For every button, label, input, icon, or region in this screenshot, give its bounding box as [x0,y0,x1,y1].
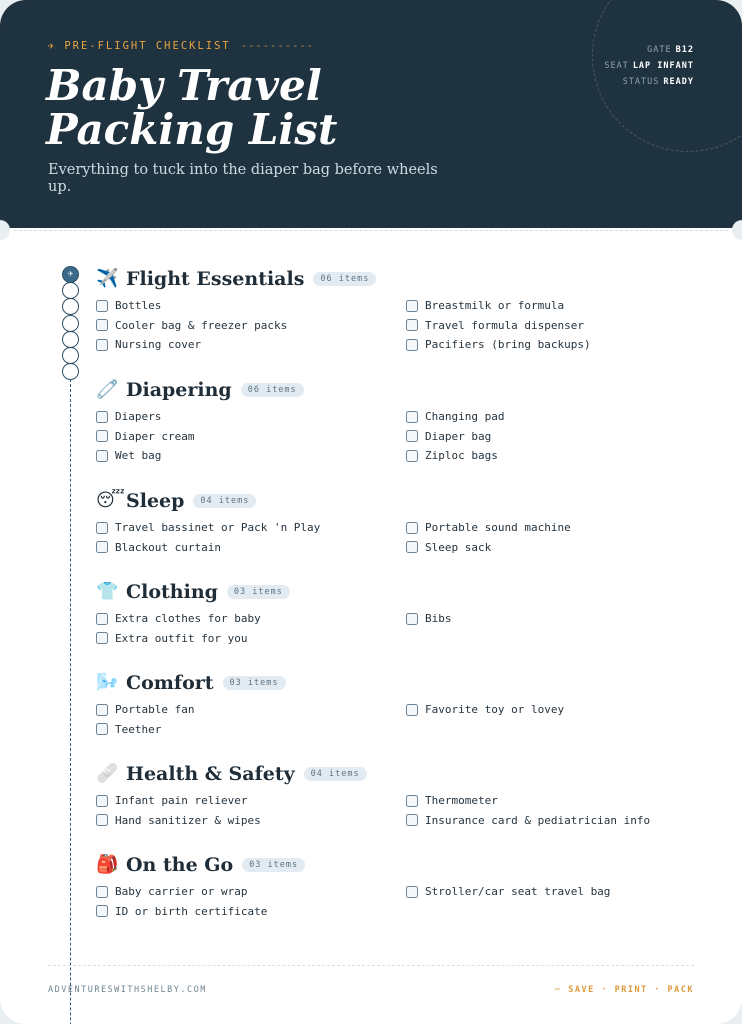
item-count-badge: 06 items [241,383,304,397]
checklist-item[interactable] [406,337,696,352]
checklist-item[interactable] [406,429,696,444]
item-count-badge: 04 items [304,767,367,781]
item-list [96,611,696,646]
item-checkbox[interactable] [96,723,108,735]
section-title: Diapering [126,379,232,401]
safety-pin-icon: 🧷 [96,379,119,400]
item-checkbox[interactable] [96,704,108,716]
timeline-dot [62,298,79,315]
item-checkbox[interactable] [406,704,418,716]
item-checkbox[interactable] [406,450,418,462]
boarding-meta [604,42,694,90]
item-checkbox[interactable] [96,300,108,312]
tshirt-icon: 👕 [96,581,119,602]
title-line-1: Baby Travel [46,61,322,110]
item-checkbox[interactable] [406,319,418,331]
checklist-item[interactable] [96,520,406,535]
checklist-item[interactable] [96,448,406,463]
checklist-item[interactable] [96,318,406,333]
ticket-notch-right [732,220,742,240]
checklist-item[interactable] [406,702,696,717]
item-checkbox[interactable] [96,319,108,331]
timeline-dot [62,282,79,299]
item-list [96,884,696,919]
bandage-icon: 🩹 [96,763,119,784]
section-header [96,266,696,292]
item-checkbox[interactable] [406,814,418,826]
timeline-dot [62,347,79,364]
section-header [96,377,696,403]
kicker-dashes: ---------- [240,40,314,52]
item-checkbox[interactable] [96,430,108,442]
item-label: Breastmilk or formula [425,299,565,312]
section-title: Clothing [126,581,218,603]
sleeping-face-icon: 😴 [96,490,125,511]
item-checkbox[interactable] [96,632,108,644]
footer-divider [48,965,694,966]
item-checkbox[interactable] [406,886,418,898]
meta-seat: SEAT LAP INFANT [604,61,694,71]
section-clothing [96,579,696,646]
timeline-dot [62,315,79,332]
checklist-item[interactable] [96,702,406,717]
item-label: Bottles [115,299,162,312]
section-header [96,488,696,514]
checklist-item[interactable] [406,793,696,808]
item-label: Travel bassinet or Pack 'n Play [115,521,321,534]
title-line-2: Packing List [46,105,338,154]
item-label: Pacifiers (bring backups) [425,338,591,351]
wind-face-icon: 🌬️ [96,672,119,693]
checklist-item[interactable] [406,409,696,424]
item-label: Stroller/car seat travel bag [425,885,611,898]
checklist-item[interactable] [96,904,406,919]
item-list [96,409,696,463]
item-checkbox[interactable] [406,795,418,807]
item-label: Infant pain reliever [115,794,248,807]
item-label: Sleep sack [425,540,492,554]
item-count-badge: 04 items [193,494,256,508]
footer-site-link[interactable]: ADVENTURESWITHSHELBY.COM [48,985,207,995]
section-title: Health & Safety [126,763,295,785]
item-checkbox[interactable] [406,411,418,423]
item-count-badge: 06 items [313,272,376,286]
section-health-safety [96,761,696,828]
timeline-dot [62,363,79,380]
item-count-badge: 03 items [227,585,290,599]
section-header [96,852,696,878]
item-checkbox[interactable] [96,411,108,423]
checklist-item[interactable] [406,520,696,535]
item-label: Thermometer [425,794,498,807]
checklist-item[interactable] [96,884,406,899]
section-header [96,670,696,696]
progress-timeline [62,266,80,379]
item-label: Portable fan [115,703,195,716]
checklist-item[interactable] [96,722,406,737]
header-banner [0,0,742,228]
meta-gate: GATE B12 [647,45,694,55]
item-label: Nursing cover [115,338,202,351]
item-label: Ziploc bags [425,449,498,462]
section-diapering [96,377,696,463]
backpack-icon: 🎒 [96,854,119,875]
item-checkbox[interactable] [406,339,418,351]
page-subtitle: Everything to tuck into the diaper bag before wheels up. [48,162,438,195]
item-checkbox[interactable] [96,522,108,534]
checklist-item[interactable] [406,884,696,899]
checklist-item[interactable] [96,611,406,626]
item-checkbox[interactable] [406,430,418,442]
checklist-item[interactable] [406,813,696,828]
kicker-text: PRE-FLIGHT CHECKLIST [64,40,231,52]
item-label: Diaper cream [115,429,195,443]
item-checkbox[interactable] [96,795,108,807]
item-label: Changing pad [425,410,505,423]
item-checkbox[interactable] [96,339,108,351]
plane-icon: ✈ [48,40,57,52]
item-checkbox[interactable] [406,541,418,553]
section-title: Sleep [126,490,185,512]
item-checkbox[interactable] [96,814,108,826]
item-label: Extra outfit for you [115,631,248,645]
section-header [96,761,696,787]
checklist-item[interactable] [406,540,696,555]
item-label: Blackout curtain [115,540,221,554]
section-title: Comfort [126,672,214,694]
item-label: Teether [115,722,162,736]
item-checkbox[interactable] [406,613,418,625]
item-label: Extra clothes for baby [115,612,261,625]
item-label: Bibs [425,612,452,625]
item-count-badge: 03 items [242,858,305,872]
item-list [96,520,696,555]
checklist-item[interactable] [96,298,406,313]
item-label: Diaper bag [425,429,492,443]
checklist-item[interactable] [406,611,696,626]
checklist-item[interactable] [96,631,406,646]
item-count-badge: 03 items [223,676,286,690]
timeline-line [70,379,71,1024]
item-label: Insurance card & pediatrician info [425,813,651,827]
kicker-label [48,40,314,52]
section-title: On the Go [126,854,234,876]
item-label: Cooler bag & freezer packs [115,318,288,332]
item-label: Favorite toy or lovey [425,703,565,716]
airplane-icon: ✈️ [96,268,119,289]
checklist-item[interactable] [96,540,406,555]
item-checkbox[interactable] [96,886,108,898]
perforation-line [14,230,728,231]
item-list [96,702,696,737]
item-label: Hand sanitizer & wipes [115,813,261,827]
checklist-item[interactable] [96,409,406,424]
page-title [46,61,338,154]
timeline-dot [62,331,79,348]
item-list [96,793,696,828]
checklist-item[interactable] [406,318,696,333]
item-list [96,298,696,352]
section-comfort [96,670,696,737]
item-label: Portable sound machine [425,521,571,534]
checklist-item[interactable] [406,448,696,463]
section-on-the-go [96,852,696,919]
item-label: ID or birth certificate [115,904,268,918]
section-flight-essentials [96,266,696,352]
item-label: Diapers [115,410,162,423]
item-checkbox[interactable] [96,905,108,917]
item-label: Travel formula dispenser [425,318,584,332]
section-sleep [96,488,696,555]
item-checkbox[interactable] [96,450,108,462]
item-checkbox[interactable] [96,541,108,553]
section-title: Flight Essentials [126,268,305,290]
checklist-item[interactable] [96,429,406,444]
meta-status: STATUS READY [622,77,694,87]
section-header [96,579,696,605]
timeline-dot-active: ✈ [62,266,79,283]
item-checkbox[interactable] [406,300,418,312]
item-label: Baby carrier or wrap [115,885,248,898]
item-label: Wet bag [115,449,162,462]
item-checkbox[interactable] [406,522,418,534]
item-checkbox[interactable] [96,613,108,625]
checklist-item[interactable] [96,793,406,808]
checklist-item[interactable] [96,813,406,828]
checklist-item[interactable] [406,298,696,313]
checklist-item[interactable] [96,337,406,352]
footer-actions[interactable]: ✂ SAVE · PRINT · PACK [555,985,694,995]
